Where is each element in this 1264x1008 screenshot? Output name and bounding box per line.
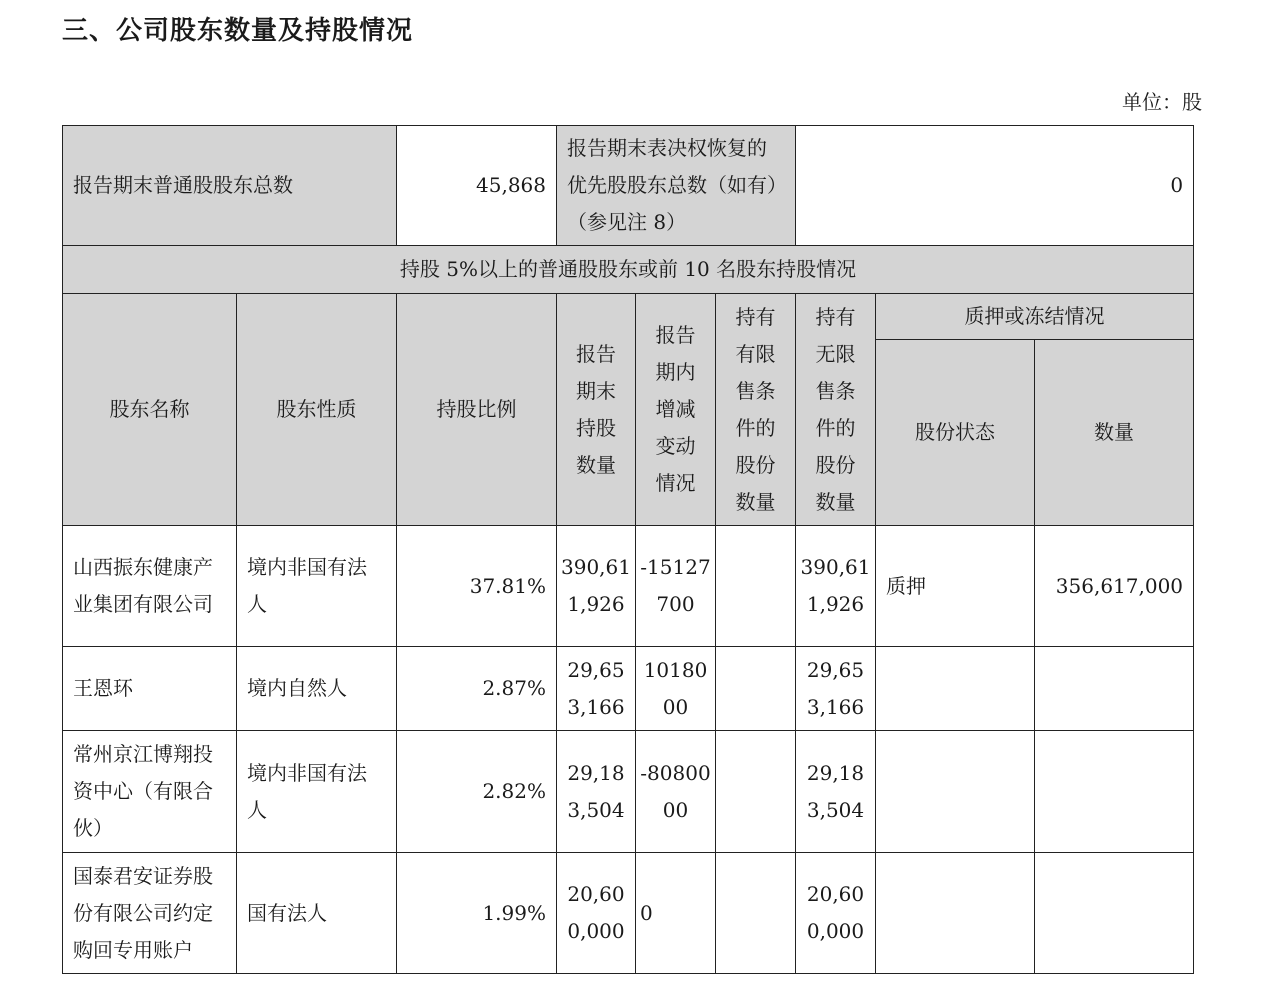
restricted-shares (716, 526, 796, 647)
section-header: 持股 5%以上的普通股股东或前 10 名股东持股情况 (63, 246, 1194, 294)
preferred-shareholders-label: 报告期末表决权恢复的优先股股东总数（如有）（参见注 8） (557, 126, 796, 246)
page-title: 三、公司股东数量及持股情况 (62, 16, 414, 46)
header-change: 报告期内增减变动情况 (636, 294, 716, 526)
preferred-shareholders-value: 0 (796, 126, 1194, 246)
table-row (63, 647, 1194, 731)
period-change: -15127700 (636, 526, 716, 647)
shareholder-table (62, 125, 1194, 974)
header-pledge-status: 股份状态 (876, 340, 1035, 526)
period-end-shares: 29,653,166 (557, 647, 636, 731)
restricted-shares (716, 731, 796, 853)
header-unrestricted: 持有无限售条件的股份数量 (796, 294, 876, 526)
shareholder-name: 王恩环 (63, 647, 237, 731)
total-shareholders-value: 45,868 (397, 126, 557, 246)
pledge-quantity (1035, 853, 1194, 974)
restricted-shares (716, 647, 796, 731)
pledge-quantity (1035, 731, 1194, 853)
shareholder-nature: 境内非国有法人 (237, 731, 397, 853)
shareholding-ratio: 2.87% (397, 647, 557, 731)
shareholder-name: 国泰君安证券股份有限公司约定购回专用账户 (63, 853, 237, 974)
header-ratio: 持股比例 (397, 294, 557, 526)
shareholding-ratio: 1.99% (397, 853, 557, 974)
header-restricted: 持有有限售条件的股份数量 (716, 294, 796, 526)
section-header-row (63, 246, 1194, 294)
unit-label: 单位：股 (1122, 90, 1202, 114)
unrestricted-shares: 390,611,926 (796, 526, 876, 647)
unrestricted-shares: 29,653,166 (796, 647, 876, 731)
column-header-row-1 (63, 294, 1194, 340)
pledge-status (876, 853, 1035, 974)
unrestricted-shares: 29,183,504 (796, 731, 876, 853)
period-end-shares: 29,183,504 (557, 731, 636, 853)
period-change: -8080000 (636, 731, 716, 853)
shareholder-nature: 境内非国有法人 (237, 526, 397, 647)
total-shareholders-label: 报告期末普通股股东总数 (63, 126, 397, 246)
pledge-status (876, 647, 1035, 731)
shareholder-name: 常州京江博翔投资中心（有限合伙） (63, 731, 237, 853)
period-end-shares: 390,611,926 (557, 526, 636, 647)
table-row (63, 731, 1194, 853)
pledge-quantity: 356,617,000 (1035, 526, 1194, 647)
pledge-status: 质押 (876, 526, 1035, 647)
header-pledge-qty: 数量 (1035, 340, 1194, 526)
shareholding-ratio: 37.81% (397, 526, 557, 647)
period-change: 1018000 (636, 647, 716, 731)
pledge-quantity (1035, 647, 1194, 731)
table-row (63, 853, 1194, 974)
shareholder-nature: 境内自然人 (237, 647, 397, 731)
period-change: 0 (636, 853, 716, 974)
period-end-shares: 20,600,000 (557, 853, 636, 974)
header-pledge-group: 质押或冻结情况 (876, 294, 1194, 340)
shareholder-nature: 国有法人 (237, 853, 397, 974)
header-name: 股东名称 (63, 294, 237, 526)
table-row (63, 526, 1194, 647)
summary-row (63, 126, 1194, 246)
restricted-shares (716, 853, 796, 974)
shareholding-ratio: 2.82% (397, 731, 557, 853)
header-nature: 股东性质 (237, 294, 397, 526)
pledge-status (876, 731, 1035, 853)
header-period-end: 报告期末持股数量 (557, 294, 636, 526)
shareholder-name: 山西振东健康产业集团有限公司 (63, 526, 237, 647)
unrestricted-shares: 20,600,000 (796, 853, 876, 974)
